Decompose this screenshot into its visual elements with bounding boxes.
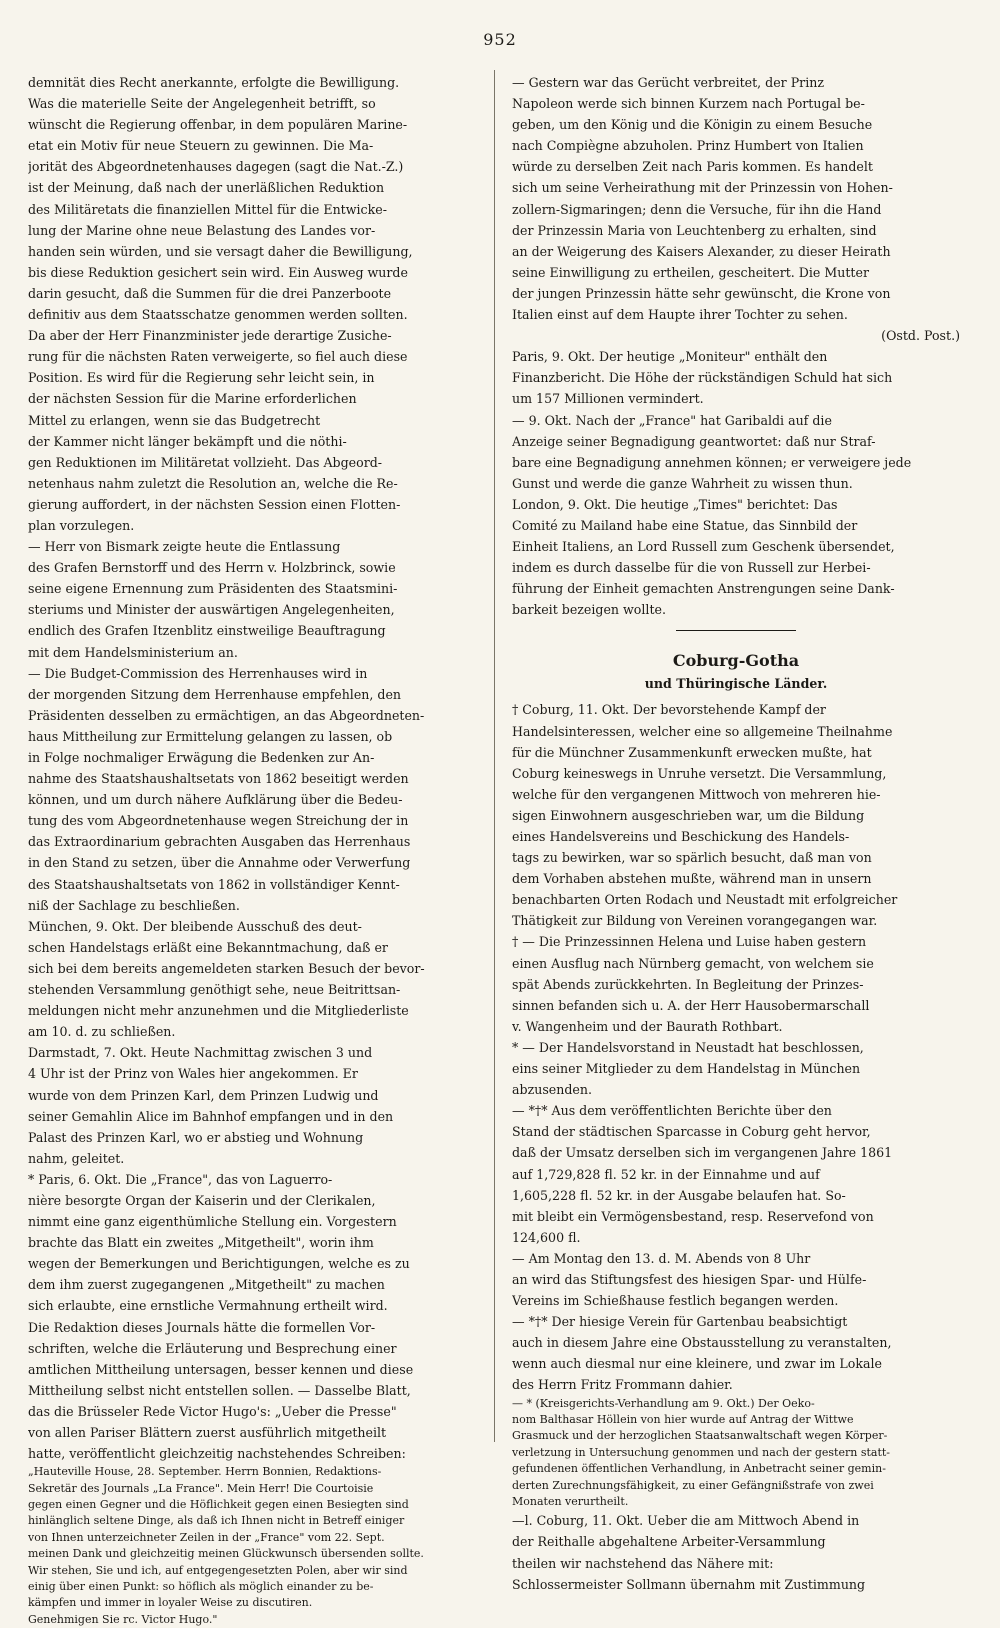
text-line: 124,600 fl. (512, 1229, 581, 1245)
text-line: am 10. d. zu schließen. (28, 1024, 176, 1040)
text-line: das die Brüsseler Rede Victor Hugo's: „Ueber die Presse" (28, 1403, 397, 1419)
text-line: Comité zu Mailand habe eine Statue, das Sinnbild der (512, 517, 858, 533)
text-line: netenhaus nahm zuletzt die Resolution an, welche die Re- (28, 475, 398, 491)
text-line: haus Mittheilung zur Ermittelung gelangen zu lassen, ob (28, 728, 393, 744)
text-line: für die Münchner Zusammenkunft erwecken mußte, hat (512, 744, 872, 760)
text-line: Stand der städtischen Sparcasse in Coburg geht hervor, (512, 1124, 871, 1140)
text-line: jorität des Abgeordnetenhauses dagegen (sagt die Nat.-Z.) (28, 159, 404, 175)
text-line: wenn auch diesmal nur eine kleinere, und zwar im Lokale (512, 1356, 882, 1372)
text-line: nahm, geleitet. (28, 1150, 125, 1166)
text-line: darin gesucht, daß die Summen für die drei Panzerboote (28, 285, 392, 301)
text-line: — * (Kreisgerichts-Verhandlung am 9. Okt.) Der Oeko- (512, 1396, 815, 1410)
text-line: Genehmigen Sie rc. Victor Hugo." (28, 1612, 218, 1626)
text-line: gen Reduktionen im Militäretat vollzieht. Das Abgeord- (28, 454, 383, 470)
text-line: Darmstadt, 7. Okt. Heute Nachmittag zwischen 3 und (28, 1045, 373, 1061)
text-line: schen Handelstags erläßt eine Bekanntmachung, daß er (28, 939, 388, 955)
text-line: nière besorgte Organ der Kaiserin und der Clerikalen, (28, 1192, 376, 1208)
text-line: brachte das Blatt ein zweites „Mitgetheilt", worin ihm (28, 1235, 374, 1251)
text-line: können, und um durch nähere Aufklärung über die Bedeu- (28, 792, 403, 808)
text-line: Monaten verurtheilt. (512, 1494, 629, 1508)
section-heading: Coburg-Gotha (672, 651, 800, 671)
text-line: handen sein würden, und sie versagt daher die Bewilligung, (28, 243, 413, 259)
text-line: verletzung in Untersuchung genommen und nach der gestern statt- (512, 1445, 891, 1459)
text-line: würde zu derselben Zeit nach Paris kommen. Es handelt (512, 159, 873, 175)
text-line: Grasmuck und der herzoglichen Staatsanwaltschaft wegen Körper- (512, 1429, 888, 1443)
text-line: hinlänglich seltene Dinge, als daß ich Ihnen nicht in Betreff einiger (28, 1514, 405, 1528)
text-line: von allen Pariser Blättern zuerst ausführlich mitgetheilt (28, 1425, 387, 1440)
victor-hugo-letter (28, 1464, 476, 1628)
text-line: seine eigene Ernennung zum Präsidenten des Staatsmini- (28, 581, 398, 597)
text-line: 1,605,228 fl. 52 kr. in der Ausgabe belaufen hat. So- (512, 1187, 846, 1203)
text-line: theilen wir nachstehend das Nähere mit: (512, 1555, 774, 1571)
text-line: † Coburg, 11. Okt. Der bevorstehende Kampf der (512, 702, 826, 718)
text-line: sigen Einwohnern ausgeschrieben war, um die Bildung (512, 807, 865, 823)
text-line: indem es durch dasselbe für die von Russell zur Herbei- (512, 560, 871, 576)
section-rule (676, 630, 796, 631)
text-line: zollern-Sigmaringen; denn die Versuche, für ihn die Hand (512, 201, 882, 217)
text-line: führung der Einheit gemachten Anstrengungen seine Dank- (512, 581, 895, 597)
text-line: des Grafen Bernstorff und des Herrn v. Holzbrinck, sowie (28, 560, 396, 576)
text-line: ist der Meinung, daß nach der unerläßlichen Reduktion (28, 180, 385, 196)
text-line: des Herrn Fritz Frommann dahier. (512, 1377, 733, 1393)
text-line: † — Die Prinzessinnen Helena und Luise haben gestern (512, 934, 867, 950)
text-line: gegen einen Gegner und die Höflichkeit gegen einen Besiegten sind (28, 1498, 409, 1511)
text-line: dem Vorhaben abstehen mußte, während man in unsern (512, 871, 872, 887)
text-line: wünscht die Regierung offenbar, in dem populären Marine- (28, 117, 408, 133)
text-line: von Ihnen unterzeichneter Zeilen in der „France" vom 22. Sept. (28, 1530, 385, 1544)
text-line: Was die materielle Seite der Angelegenheit betrifft, so (28, 96, 376, 112)
text-line: — *†* Der hiesige Verein für Gartenbau beabsichtigt (512, 1314, 848, 1330)
text-line: sich erlaubte, eine ernstliche Vermahnung ertheilt wird. (28, 1298, 388, 1314)
text-line: des Staatshaushaltsetats von 1862 in vollständiger Kennt- (28, 876, 400, 892)
text-line: der Reithalle abgehaltene Arbeiter-Versammlung (512, 1534, 826, 1550)
right-column (512, 72, 960, 1595)
text-line: Wir stehen, Sie und ich, auf entgegengesetzten Polen, aber wir sind (28, 1563, 408, 1577)
text-line: abzusenden. (512, 1082, 592, 1098)
text-line: des Militäretats die finanziellen Mittel für die Entwicke- (28, 201, 387, 217)
text-line: * — Der Handelsvorstand in Neustadt hat beschlossen, (512, 1039, 864, 1055)
text-line: München, 9. Okt. Der bleibende Ausschuß des deut- (28, 918, 362, 934)
text-line: eins seiner Mitglieder zu dem Handelstag in München (512, 1061, 861, 1077)
text-line: „Hauteville House, 28. September. Herrn Bonnien, Redaktions- (28, 1465, 382, 1479)
text-line: daß der Umsatz derselben sich im vergangenen Jahre 1861 (512, 1145, 893, 1161)
text-line: nahme des Staatshaushaltsetats von 1862 beseitigt werden (28, 771, 409, 787)
text-line: eines Handelsvereins und Beschickung des Handels- (512, 829, 850, 844)
text-line: seiner Gemahlin Alice im Bahnhof empfangen und in den (28, 1108, 394, 1124)
text-line: wurde von dem Prinzen Karl, dem Prinzen Ludwig und (28, 1087, 379, 1103)
text-line: Italien einst auf dem Haupte ihrer Tochter zu sehen. (512, 307, 848, 323)
text-line: London, 9. Okt. Die heutige „Times" berichtet: Das (512, 496, 838, 512)
text-line: tags zu bewirken, war so spärlich besucht, daß man von (512, 850, 872, 866)
right-column-mid (512, 346, 960, 620)
text-line: — Gestern war das Gerücht verbreitet, der Prinz (512, 75, 824, 90)
text-line: Napoleon werde sich binnen Kurzem nach Portugal be- (512, 96, 865, 112)
text-line: kämpfen und immer in loyaler Weise zu discutiren. (28, 1596, 313, 1610)
text-line: — Herr von Bismark zeigte heute die Entlassung (28, 539, 341, 555)
text-line: tung des vom Abgeordnetenhause wegen Streichung der in (28, 813, 409, 829)
text-line: um 157 Millionen vermindert. (512, 391, 704, 407)
text-line: schriften, welche die Erläuterung und Besprechung einer (28, 1340, 397, 1356)
text-line: — Am Montag den 13. d. M. Abends von 8 Uhr (512, 1250, 811, 1266)
text-line: benachbarten Orten Rodach und Neustadt mit erfolgreicher (512, 892, 898, 908)
text-line: bis diese Reduktion gesichert sein wird. Ein Ausweg wurde (28, 264, 408, 280)
text-line: — *†* Aus dem veröffentlichten Berichte über den (512, 1103, 832, 1119)
text-line: Handelsinteressen, welcher eine so allgemeine Theilnahme (512, 723, 893, 739)
text-line: Da aber der Herr Finanzminister jede derartige Zusiche- (28, 328, 392, 344)
text-line: — 9. Okt. Nach der „France" hat Garibaldi auf die (512, 412, 832, 428)
text-line: der Kammer nicht länger bekämpft und die nöthi- (28, 433, 347, 449)
text-line: nom Balthasar Höllein von hier wurde auf Antrag der Wittwe (512, 1412, 854, 1426)
text-line: stehenden Versammlung genöthigt sehe, neue Beitrittsan- (28, 982, 401, 998)
text-line: Präsidenten desselben zu ermächtigen, an das Abgeordneten- (28, 707, 425, 723)
text-line: Palast des Prinzen Karl, wo er abstieg und Wohnung (28, 1129, 364, 1145)
text-line: auch in diesem Jahre eine Obstausstellung zu veranstalten, (512, 1335, 892, 1351)
text-line: Mittheilung selbst nicht entstellen sollen. — Dasselbe Blatt, (28, 1382, 411, 1398)
text-line: der nächsten Session für die Marine erforderlichen (28, 391, 357, 407)
text-line: v. Wangenheim und der Baurath Rothbart. (512, 1018, 783, 1034)
right-column-top (512, 72, 960, 325)
text-line: Coburg keineswegs in Unruhe versetzt. Die Versammlung, (512, 765, 887, 781)
court-report (512, 1396, 960, 1511)
text-line: etat ein Motiv für neue Steuern zu gewinnen. Die Ma- (28, 138, 374, 154)
text-line: plan vorzulegen. (28, 517, 135, 533)
left-column-body (28, 72, 476, 1464)
section-subheading: und Thüringische Länder. (644, 676, 828, 692)
text-line: Die Redaktion dieses Journals hätte die formellen Vor- (28, 1319, 376, 1335)
text-line: Mittel zu erlangen, wenn sie das Budgetrecht (28, 412, 321, 428)
text-line: welche für den vergangenen Mittwoch von mehreren hie- (512, 786, 881, 802)
text-line: in Folge nochmaliger Erwägung die Bedenken zur An- (28, 750, 375, 765)
text-line: — Die Budget-Commission des Herrenhauses wird in (28, 665, 368, 681)
text-line: * Paris, 6. Okt. Die „France", das von Laguerro- (28, 1171, 333, 1187)
text-line: Paris, 9. Okt. Der heutige „Moniteur" enthält den (512, 349, 828, 365)
text-line: sich bei dem bereits angemeldeten starken Besuch der bevor- (28, 960, 425, 976)
text-line: seine Einwilligung zu ertheilen, gescheitert. Die Mutter (512, 264, 869, 280)
text-line: barkeit bezeigen wollte. (512, 602, 666, 618)
text-line: endlich des Grafen Itzenblitz einstweilige Beauftragung (28, 623, 386, 639)
right-column-end (512, 1510, 960, 1594)
text-line: derten Zurechnungsfähigkeit, zu einer Gefängnißstrafe von zwei (512, 1478, 874, 1492)
text-line: gierung auffordert, in der nächsten Session einen Flotten- (28, 496, 401, 512)
text-line: das Extraordinarium gebrachten Ausgaben das Herrenhaus (28, 834, 411, 850)
text-line: geben, um den König und die Königin zu einem Besuche (512, 117, 873, 133)
text-line: gefundenen öffentlichen Verhandlung, in Anbetracht seiner gemin- (512, 1462, 886, 1476)
source-attribution: (Ostd. Post.) (881, 328, 960, 344)
text-line: Finanzbericht. Die Höhe der rückständigen Schuld hat sich (512, 370, 893, 386)
text-line: bare eine Begnadigung annehmen können; er verweigere jede (512, 454, 912, 470)
text-line: einen Ausflug nach Nürnberg gemacht, von welchem sie (512, 955, 874, 971)
text-line: niß der Sachlage zu beschließen. (28, 897, 240, 913)
text-line: sich um seine Verheirathung mit der Prinzessin von Hohen- (512, 180, 893, 196)
text-line: Sekretär des Journals „La France". Mein Herr! Die Courtoisie (28, 1481, 374, 1495)
text-line: an wird das Stiftungsfest des hiesigen Spar- und Hülfe- (512, 1271, 867, 1287)
text-line: der Prinzessin Maria von Leuchtenberg zu erhalten, sind (512, 222, 877, 238)
text-line: der jungen Prinzessin hätte sehr gewünscht, die Krone von (512, 285, 891, 301)
text-line: sinnen befanden sich u. A. der Herr Hausobermarschall (512, 997, 870, 1013)
text-line: an der Weigerung des Kaisers Alexander, zu dieser Heirath (512, 243, 891, 259)
text-line: Anzeige seiner Begnadigung geantwortet: daß nur Straf- (512, 433, 876, 449)
text-line: in den Stand zu setzen, über die Annahme oder Verwerfung (28, 855, 411, 871)
text-line: rung für die nächsten Raten verweigerte, so fiel auch diese (28, 349, 408, 365)
text-line: hatte, veröffentlicht gleichzeitig nachstehendes Schreiben: (28, 1446, 406, 1462)
text-line: Position. Es wird für die Regierung sehr leicht sein, in (28, 370, 375, 386)
page-number: 952 (483, 30, 517, 49)
text-line: —l. Coburg, 11. Okt. Ueber die am Mittwoch Abend in (512, 1513, 860, 1529)
text-line: meldungen nicht mehr anzunehmen und die Mitgliederliste (28, 1003, 409, 1019)
text-line: Thätigkeit zur Bildung von Vereinen vorangegangen war. (512, 913, 878, 929)
text-line: spät Abends zurückkehrten. In Begleitung der Prinzes- (512, 976, 864, 992)
text-line: mit dem Handelsministerium an. (28, 644, 238, 660)
text-line: steriums und Minister der auswärtigen Angelegenheiten, (28, 602, 395, 618)
text-line: nimmt eine ganz eigenthümliche Stellung ein. Vorgestern (28, 1214, 397, 1230)
text-line: lung der Marine ohne neue Belastung des Landes vor- (28, 222, 376, 238)
right-column-bottom (512, 699, 960, 1395)
text-line: der morgenden Sitzung dem Herrenhause empfehlen, den (28, 686, 402, 702)
text-line: definitiv aus dem Staatsschatze genommen werden sollten. (28, 307, 408, 323)
text-line: auf 1,729,828 fl. 52 kr. in der Einnahme und auf (512, 1166, 820, 1182)
text-line: 4 Uhr ist der Prinz von Wales hier angekommen. Er (28, 1066, 358, 1082)
text-line: amtlichen Mittheilung untersagen, besser kennen und diese (28, 1361, 414, 1377)
text-line: Vereins im Schießhause festlich begangen werden. (512, 1293, 839, 1309)
text-line: Schlossermeister Sollmann übernahm mit Zustimmung (512, 1576, 866, 1592)
text-line: dem ihm zuerst zugegangenen „Mitgetheilt" zu machen (28, 1277, 385, 1293)
column-divider (494, 70, 495, 1442)
text-line: demnität dies Recht anerkannte, erfolgte die Bewilligung. (28, 75, 400, 90)
text-line: Gunst und werde die ganze Wahrheit zu wissen thun. (512, 475, 853, 491)
left-column (28, 72, 476, 1628)
text-line: Einheit Italiens, an Lord Russell zum Geschenk übersendet, (512, 539, 895, 555)
text-line: mit bleibt ein Vermögensbestand, resp. Reservefond von (512, 1208, 874, 1224)
text-line: meinen Dank und gleichzeitig meinen Glückwunsch übersenden sollte. (28, 1547, 424, 1561)
text-line: nach Compiègne abzuholen. Prinz Humbert von Italien (512, 138, 864, 154)
text-line: einig über einen Punkt: so höflich als möglich einander zu be- (28, 1580, 374, 1594)
text-line: wegen der Bemerkungen und Berichtigungen, welche es zu (28, 1256, 410, 1272)
